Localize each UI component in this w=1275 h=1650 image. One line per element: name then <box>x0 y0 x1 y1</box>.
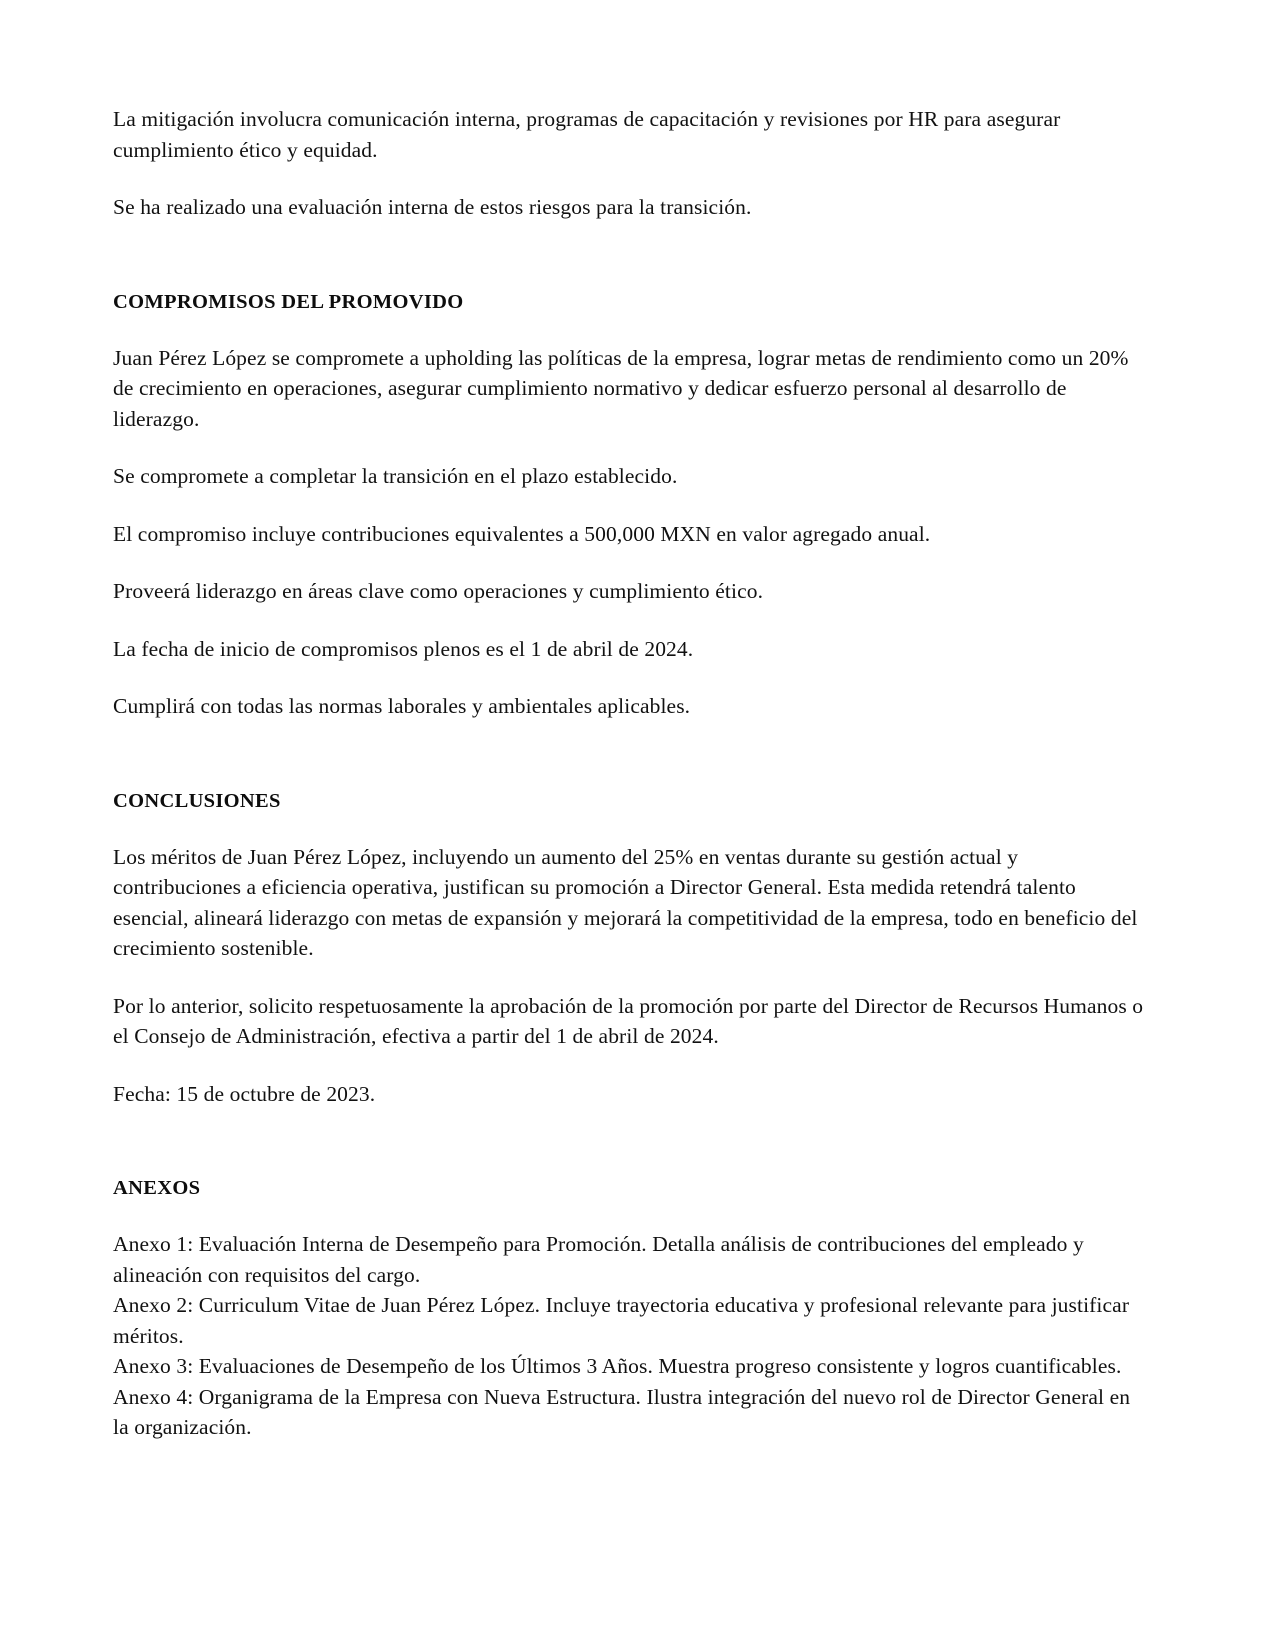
section-gap <box>113 722 1145 788</box>
paragraph-gap <box>113 1052 1145 1079</box>
section-heading-anexos: ANEXOS <box>113 1177 201 1199</box>
paragraph-evaluacion-interna: Se ha realizado una evaluación interna de estos riesgos para la transición. <box>113 195 752 219</box>
paragraph-gap <box>113 165 1145 192</box>
annex-item-2: Anexo 2: Curriculum Vitae de Juan Pérez López. Incluye trayectoria educativa y profesional relevante para justificar méritos. <box>113 1293 1130 1348</box>
document-body <box>113 104 1145 1443</box>
paragraph-compromiso-fecha-inicio: La fecha de inicio de compromisos plenos es el 1 de abril de 2024. <box>113 636 694 661</box>
section-gap <box>113 1109 1145 1175</box>
annex-list <box>113 1229 1145 1443</box>
annex-item-4: Anexo 4: Organigrama de la Empresa con Nueva Estructura. Ilustra integración del nuevo rol de Director General en la organización. <box>113 1384 1131 1439</box>
paragraph-fecha: Fecha: 15 de octubre de 2023. <box>113 1081 376 1106</box>
paragraph-compromiso-normas: Cumplirá con todas las normas laborales y ambientales aplicables. <box>113 694 691 718</box>
paragraph-mitigacion: La mitigación involucra comunicación interna, programas de capacitación y revisiones por HR para asegurar cumplimiento ético y equidad. <box>113 107 1061 162</box>
paragraph-gap <box>113 607 1145 634</box>
annex-item-3: Anexo 3: Evaluaciones de Desempeño de los Últimos 3 Años. Muestra progreso consistente y logros cuantificables. <box>113 1354 1122 1378</box>
paragraph-compromiso-politicas: Juan Pérez López se compromete a upholding las políticas de la empresa, lograr metas de rendimiento como un 20% de crecimiento en operaciones, asegurar cumplimiento normativo y dedicar esfuerzo personal al desarrollo de liderazgo. <box>113 345 1129 431</box>
paragraph-gap <box>113 664 1145 691</box>
paragraph-conclusion-solicitud: Por lo anterior, solicito respetuosamente la aprobación de la promoción por parte del Director de Recursos Humanos o el Consejo de Administración, efectiva a partir del 1 de abril de 2024. <box>113 993 1144 1048</box>
paragraph-gap <box>113 492 1145 519</box>
section-heading-compromisos: COMPROMISOS DEL PROMOVIDO <box>113 290 464 313</box>
paragraph-gap <box>113 964 1145 991</box>
heading-gap <box>113 1202 1145 1229</box>
annex-item-1: Anexo 1: Evaluación Interna de Desempeño para Promoción. Detalla análisis de contribuciones del empleado y alineación con requisitos del cargo. <box>113 1232 1084 1287</box>
heading-gap <box>113 316 1145 343</box>
heading-gap <box>113 815 1145 842</box>
paragraph-compromiso-transicion: Se compromete a completar la transición en el plazo establecido. <box>113 464 678 488</box>
paragraph-gap <box>113 549 1145 576</box>
paragraph-gap <box>113 434 1145 461</box>
paragraph-compromiso-contribuciones: El compromiso incluye contribuciones equivalentes a 500,000 MXN en valor agregado anual. <box>113 521 931 546</box>
section-heading-conclusiones: CONCLUSIONES <box>113 789 281 812</box>
paragraph-conclusion-meritos: Los méritos de Juan Pérez López, incluyendo un aumento del 25% en ventas durante su gestión actual y contribuciones a eficiencia operativa, justifican su promoción a Director General. Esta medida retendrá talento esencial, alineará liderazgo con metas de expansión y mejorará la competitividad de la empresa, todo en beneficio del crecimiento sostenible. <box>113 844 1138 960</box>
section-gap <box>113 223 1145 289</box>
paragraph-compromiso-liderazgo: Proveerá liderazgo en áreas clave como operaciones y cumplimiento ético. <box>113 579 764 603</box>
